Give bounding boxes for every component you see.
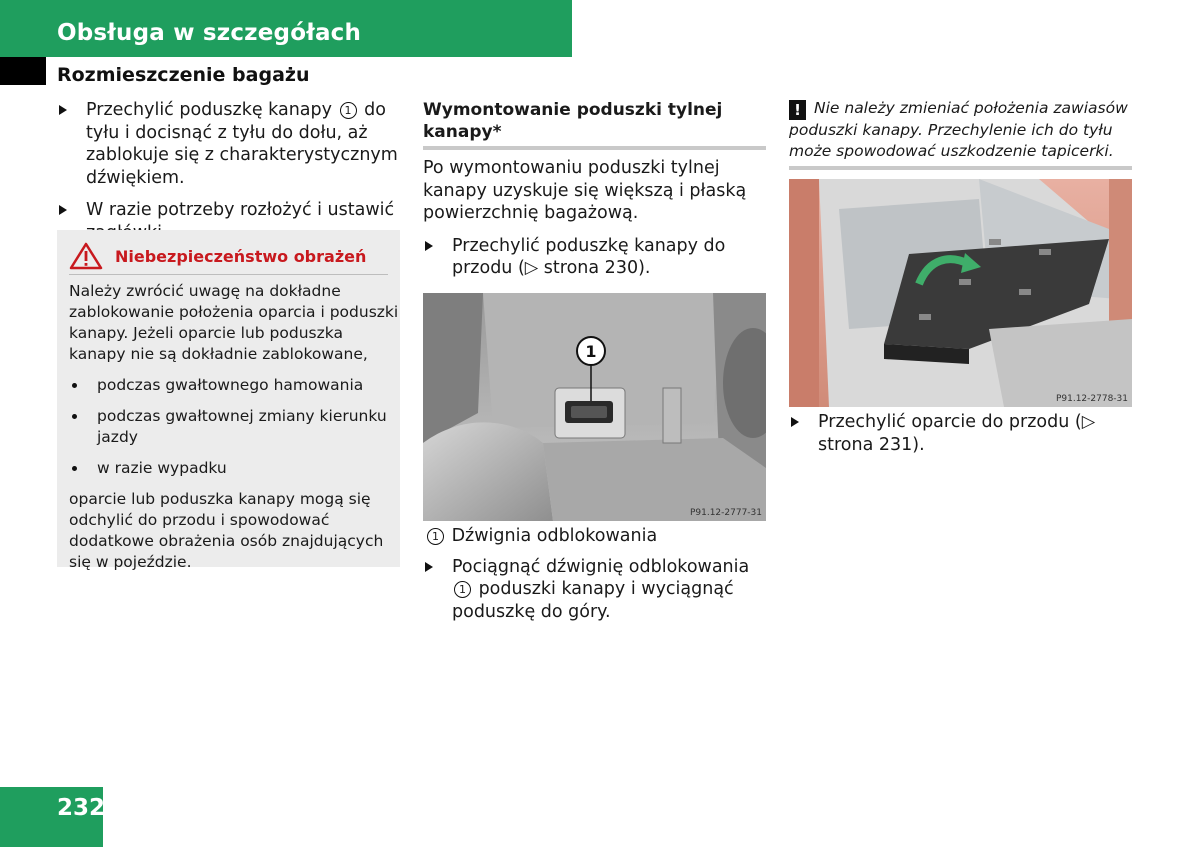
exclamation-icon: ! [789,100,806,120]
section-marker [0,57,46,85]
ref-number: 1 [454,581,471,598]
warning-triangle-icon [69,242,103,270]
photo-code: P91.12-2778-31 [1055,394,1128,404]
section-title: Rozmieszczenie bagażu [57,64,310,86]
list-item: W razie potrzeby rozłożyć i ustawić [57,199,402,244]
divider [789,166,1132,170]
warning-body [69,281,399,583]
list-item: podczas gwałtownej zmiany kierunku jazdy [69,406,399,448]
photo-release-lever [423,293,766,521]
list-item: Przechylić oparcie do przodu (▷ strona 231). [789,411,1134,456]
column-2-lower [423,525,768,633]
warning-title: Niebezpieczeństwo obrażeń [115,246,367,266]
page-number: 232 [57,795,106,821]
legend-item: 1 Dźwignia odblokowania [423,525,768,548]
warning-header [69,242,366,270]
photo-folding-seat [789,179,1132,407]
page-number-box [0,787,106,847]
ref-number: 1 [340,102,357,119]
photo-callout: 1 [585,342,597,361]
subheading: Wymontowanie poduszki tylnej kanapy* [423,100,723,142]
paragraph: Po wymontowaniu poduszki tylnej kanapy uzyskuje się większą i płaską powierzchnię bagażową. [423,158,747,223]
warning-intro: Należy zwrócić uwagę na dokładne zablokowanie położenia oparcia i poduszki kanapy. Jeżeli oparcie lub poduszka kanapy nie są dokładnie zablokowane, [69,282,399,363]
chapter-title: Obsługa w szczegółach [57,20,362,46]
photo-code: P91.12-2777-31 [689,508,762,518]
column-2-text [423,157,768,290]
ref-number: 1 [427,528,444,545]
list-item: Pociągnąć dźwignię odblokowania 1 poduszki kanapy i wyciągnąć poduszkę do góry. [423,556,768,624]
list-item: w razie wypadku [69,458,399,479]
divider [69,274,388,275]
list-item: Przechylić poduszkę kanapy 1 do tyłu i docisnąć z tyłu do dołu, aż zablokuje się z charakterystycznym dźwiękiem. [57,99,402,189]
note: ! Nie należy zmieniać położenia zawiasów poduszki kanapy. Przechylenie ich do tyłu może spowodować uszkodzenie tapicerki. [789,99,1128,160]
list-item: podczas gwałtownego hamowania [69,375,399,396]
warning-outro: oparcie lub poduszka kanapy mogą się odchylić do przodu i spowodować dodatkowe obrażenia osób znajdujących się w pojeździe. [69,490,384,571]
column-3-lower [789,411,1134,466]
list-item: Przechylić poduszkę kanapy do przodu (▷ strona 230). [423,235,768,280]
divider [423,146,766,150]
warning-box [57,230,400,571]
